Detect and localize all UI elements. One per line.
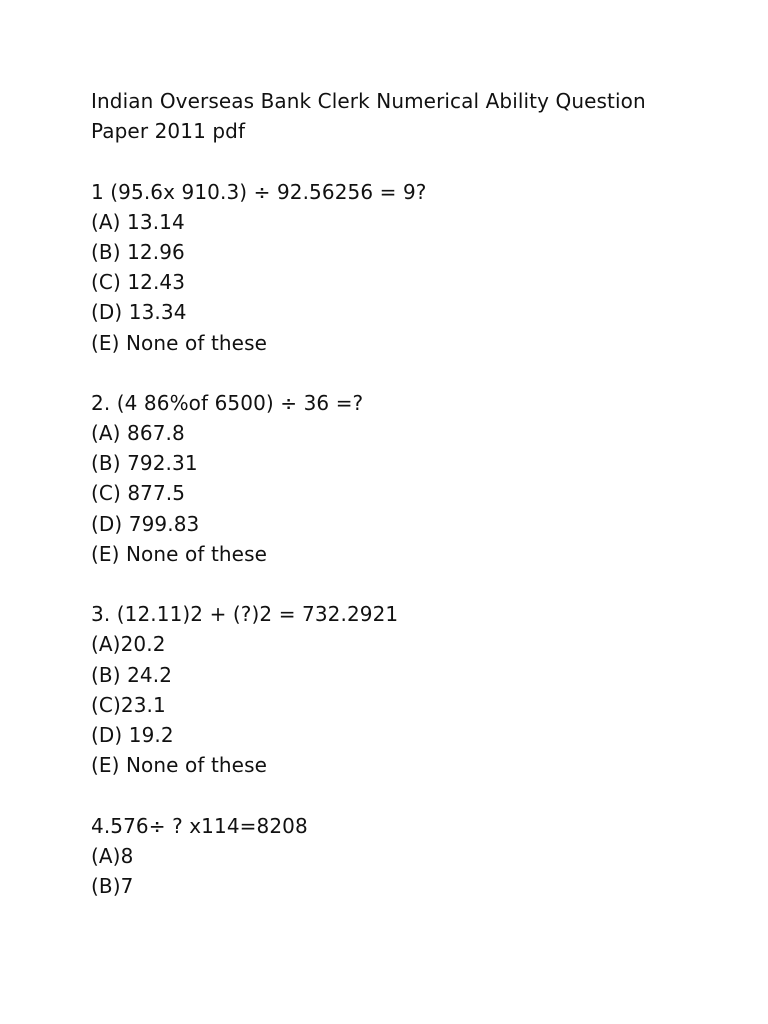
document-page (91, 86, 731, 901)
question-prompt: 3. (12.11)2 + (?)2 = 732.2921 (91, 602, 399, 627)
question-2 (91, 388, 731, 569)
option-e: (E) None of these (91, 330, 268, 355)
option-d: (D) 13.34 (91, 300, 187, 325)
question-3 (91, 599, 731, 780)
option-e: (E) None of these (91, 753, 268, 778)
spacer (91, 358, 731, 388)
question-prompt: 2. (4 86%of 6500) ÷ 36 =? (91, 390, 364, 415)
title-line: Paper 2011 pdf (91, 119, 246, 144)
question-4 (91, 811, 731, 902)
option-e: (E) None of these (91, 541, 268, 566)
title-line: Indian Overseas Bank Clerk Numerical Ability Question (91, 89, 646, 113)
option-a: (A)8 (91, 843, 134, 868)
option-c: (C)23.1 (91, 692, 166, 717)
option-b: (B) 12.96 (91, 239, 185, 264)
question-1 (91, 177, 731, 358)
spacer (91, 146, 731, 176)
option-d: (D) 19.2 (91, 722, 174, 747)
option-c: (C) 12.43 (91, 270, 186, 295)
option-b: (B) 792.31 (91, 451, 198, 476)
option-a: (A)20.2 (91, 632, 166, 657)
option-a: (A) 13.14 (91, 209, 185, 234)
option-c: (C) 877.5 (91, 481, 186, 506)
document-title (91, 86, 731, 146)
option-d: (D) 799.83 (91, 511, 200, 536)
question-prompt: 1 (95.6x 910.3) ÷ 92.56256 = 9? (91, 179, 427, 204)
option-a: (A) 867.8 (91, 421, 185, 446)
option-b: (B)7 (91, 873, 134, 898)
question-prompt: 4.576÷ ? x114=8208 (91, 813, 308, 838)
spacer (91, 780, 731, 810)
spacer (91, 569, 731, 599)
option-b: (B) 24.2 (91, 662, 173, 687)
